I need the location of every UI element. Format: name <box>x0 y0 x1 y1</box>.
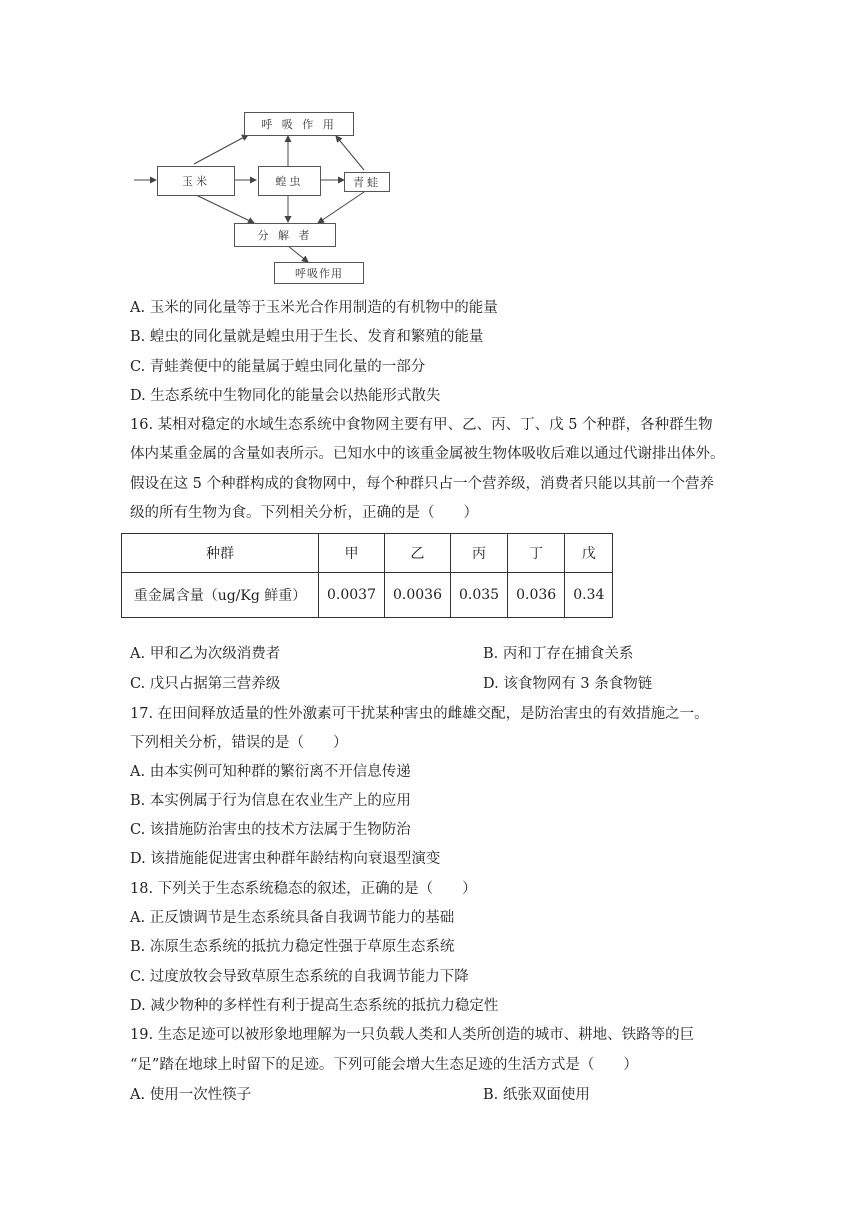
heavy-metal-table <box>121 533 613 618</box>
q15-option-c: C. 青蛙粪便中的能量属于蝗虫同化量的一部分 <box>130 359 426 375</box>
table-cell: 0.036 <box>508 573 565 618</box>
table-header-row <box>122 534 613 573</box>
q16-option-d: D. 该食物网有 3 条食物链 <box>483 676 653 692</box>
energy-flow-diagram <box>128 106 408 286</box>
q18-option-a: A. 正反馈调节是生态系统具备自我调节能力的基础 <box>130 910 455 926</box>
q17-option-c: C. 该措施防治害虫的技术方法属于生物防治 <box>130 822 411 838</box>
q17-stem-line: 17. 在田间释放适量的性外激素可干扰某种害虫的雌雄交配，是防治害虫的有效措施之一。 <box>130 706 709 722</box>
q19-option-b: B. 纸张双面使用 <box>483 1087 590 1103</box>
q15-option-a: A. 玉米的同化量等于玉米光合作用制造的有机物中的能量 <box>130 300 498 316</box>
q17-option-a: A. 由本实例可知种群的繁衍离不开信息传递 <box>130 764 411 780</box>
q16-option-b: B. 丙和丁存在捕食关系 <box>483 646 634 662</box>
q19-stem-line: 19. 生态足迹可以被形象地理解为一只负载人类和人类所创造的城市、耕地、铁路等的巨 <box>130 1027 695 1043</box>
table-cell: 0.34 <box>565 573 613 618</box>
q16-stem-line: 16. 某相对稳定的水域生态系统中食物网主要有甲、乙、丙、丁、戊 5 个种群，各种群生物 <box>130 417 713 433</box>
table-header-cell: 丁 <box>508 534 565 573</box>
q18-stem: 18. 下列关于生态系统稳态的叙述，正确的是（ ） <box>130 881 477 897</box>
table-header-cell: 戊 <box>565 534 613 573</box>
respiration-bottom-box: 呼吸作用 <box>274 262 364 284</box>
frog-box: 青蛙 <box>344 172 390 192</box>
corn-box: 玉米 <box>157 166 235 196</box>
q18-option-c: C. 过度放牧会导致草原生态系统的自我调节能力下降 <box>130 969 469 985</box>
q19-stem-line: “足”踏在地球上时留下的足迹。下列可能会增大生态足迹的生活方式是（ ） <box>130 1057 638 1073</box>
q19-option-a: A. 使用一次性筷子 <box>130 1087 252 1103</box>
q15-option-b: B. 蝗虫的同化量就是蝗虫用于生长、发育和繁殖的能量 <box>130 329 484 345</box>
table-cell: 0.035 <box>451 573 508 618</box>
q16-stem-line: 级的所有生物为食。下列相关分析，正确的是（ ） <box>130 505 478 521</box>
q16-option-c: C. 戊只占据第三营养级 <box>130 676 281 692</box>
table-cell: 0.0037 <box>319 573 385 618</box>
table-header-cell: 种群 <box>122 534 319 573</box>
respiration-top-box: 呼 吸 作 用 <box>244 112 354 136</box>
q17-option-b: B. 本实例属于行为信息在农业生产上的应用 <box>130 793 411 809</box>
table-row-label: 重金属含量（ug/Kg 鲜重） <box>122 573 319 618</box>
table-header-cell: 丙 <box>451 534 508 573</box>
q18-option-b: B. 冻原生态系统的抵抗力稳定性强于草原生态系统 <box>130 939 455 955</box>
q16-option-a: A. 甲和乙为次级消费者 <box>130 646 281 662</box>
decomposer-box: 分 解 者 <box>234 223 336 247</box>
table-row <box>122 573 613 618</box>
locust-box: 蝗虫 <box>258 166 321 196</box>
table-cell: 0.0036 <box>385 573 451 618</box>
table-header-cell: 甲 <box>319 534 385 573</box>
q17-stem-line: 下列相关分析，错误的是（ ） <box>130 735 348 751</box>
q17-option-d: D. 该措施能促进害虫种群年龄结构向衰退型演变 <box>130 851 441 867</box>
q15-option-d: D. 生态系统中生物同化的能量会以热能形式散失 <box>130 388 441 404</box>
q18-option-d: D. 减少物种的多样性有利于提高生态系统的抵抗力稳定性 <box>130 998 499 1014</box>
q16-stem-line: 体内某重金属的含量如表所示。已知水中的该重金属被生物体吸收后难以通过代谢排出体外。 <box>130 446 725 462</box>
q16-stem-line: 假设在这 5 个种群构成的食物网中，每个种群只占一个营养级，消费者只能以其前一个营养 <box>130 476 714 492</box>
table-header-cell: 乙 <box>385 534 451 573</box>
